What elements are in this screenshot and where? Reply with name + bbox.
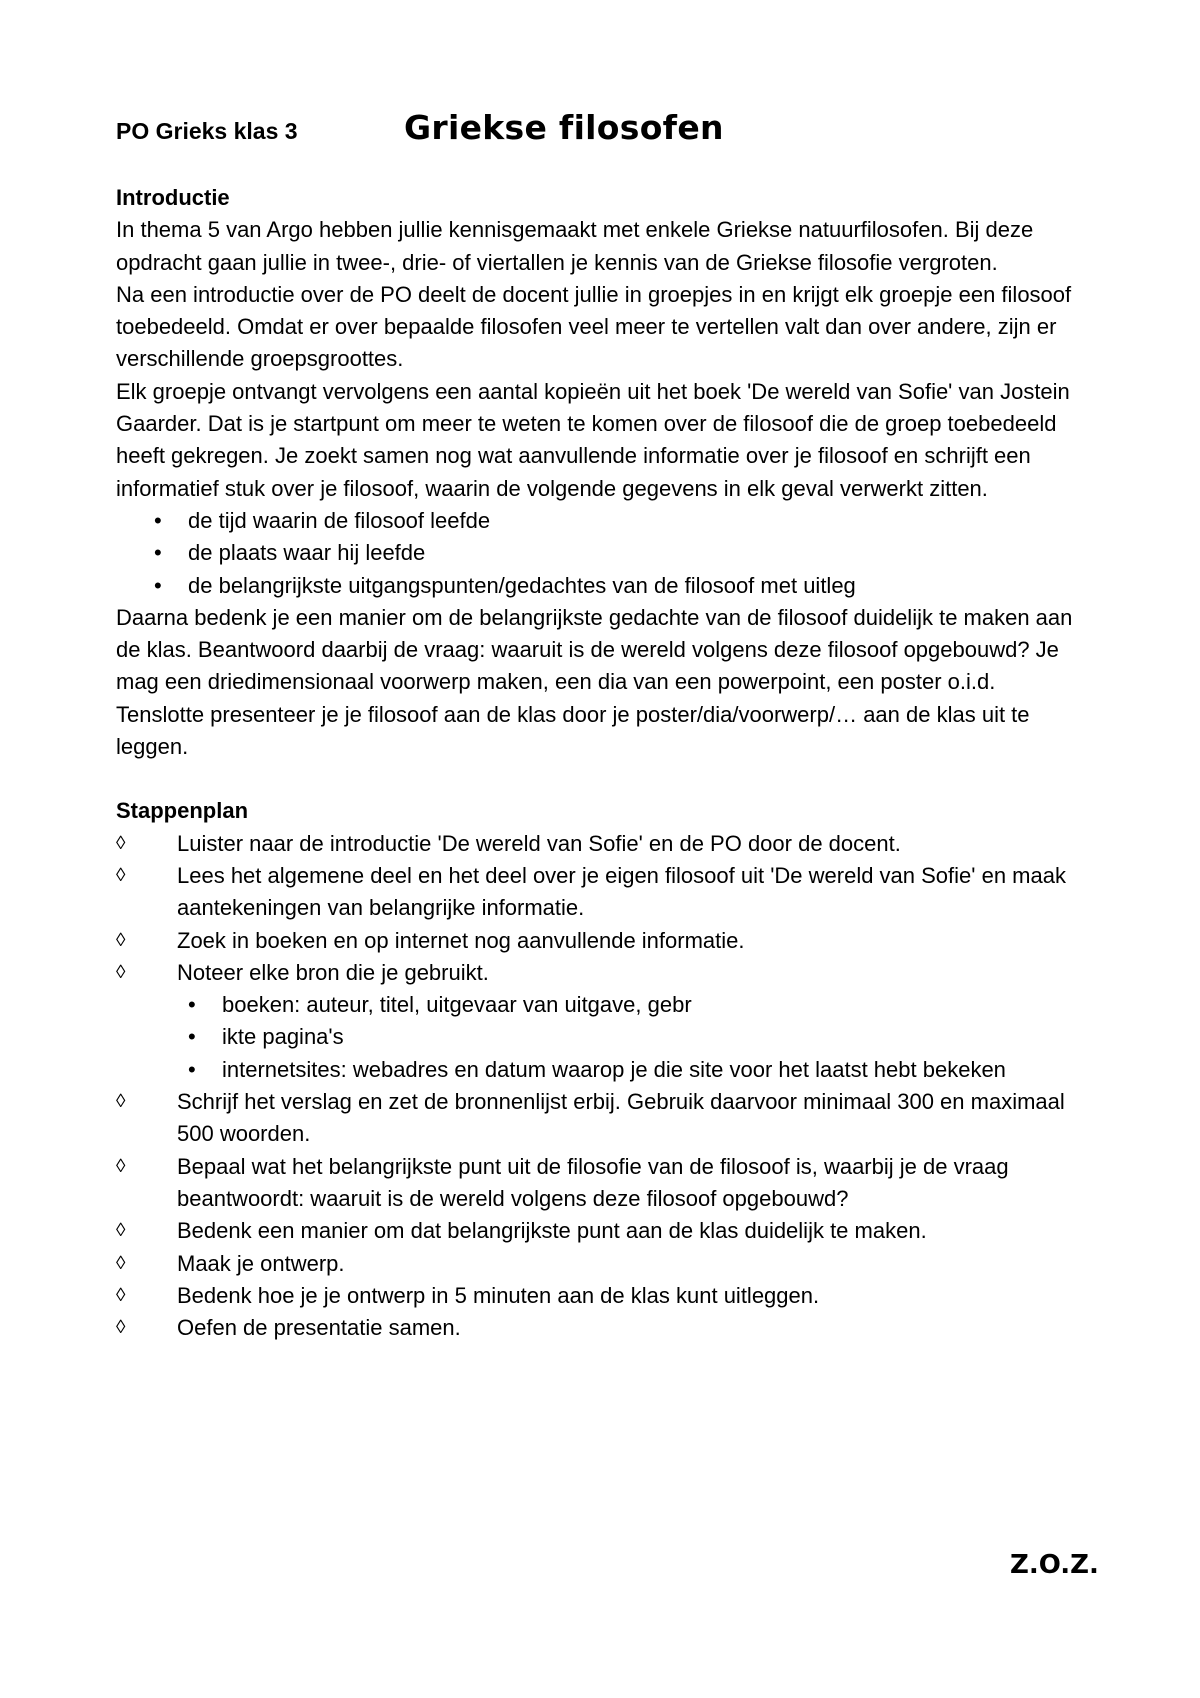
list-item-text: de tijd waarin de filosoof leefde [188, 507, 491, 533]
bullet-icon: • [154, 572, 162, 598]
step-item [116, 957, 1096, 989]
bullet-icon: • [154, 540, 162, 566]
step-text: Lees het algemene deel en het deel over je eigen filosoof uit 'De wereld van Sofie' en maak aantekeningen van belangrijke informatie. [177, 862, 1066, 921]
step-item [116, 1312, 1096, 1344]
turn-over-note: Z.O.Z. [1010, 1550, 1099, 1580]
intro-paragraph: Tenslotte presenteer je je filosoof aan de klas door je poster/dia/voorwerp/… aan de klas uit te leggen. [116, 701, 1030, 760]
list-item-text: boeken: auteur, titel, uitgevaar van uitgave, gebr [222, 992, 692, 1018]
step-text: Schrijf het verslag en zet de bronnenlijst erbij. Gebruik daarvoor minimaal 300 en maximaal 500 woorden. [177, 1089, 1065, 1147]
section-spacer [116, 763, 1096, 795]
steps-section [116, 795, 1096, 1344]
list-item-text: internetsites: webadres en datum waarop je die site voor het laatst hebt bekeken [222, 1056, 1006, 1082]
introduction-heading: Introductie [116, 185, 230, 210]
step-text: Bedenk een manier om dat belangrijkste punt aan de klas duidelijk te maken. [177, 1218, 927, 1244]
diamond-icon: ◊ [116, 1317, 126, 1339]
step-text: Maak je ontwerp. [177, 1250, 345, 1276]
diamond-icon: ◊ [116, 929, 126, 951]
diamond-icon: ◊ [116, 1252, 126, 1274]
intro-paragraph: Elk groepje ontvangt vervolgens een aantal kopieën uit het boek 'De wereld van Sofie' van Jostein Gaarder. Dat is je startpunt om meer te weten te komen over de filosoof die de groep toebedeeld heeft gekregen. Je zoekt samen nog wat aanvullende informatie over je filosoof en schrijft een informatief stuk over je filosoof, waarin de volgende gegevens in elk geval verwerkt zitten. [116, 378, 1070, 501]
bullet-icon: • [154, 507, 162, 533]
steps-heading: Stappenplan [116, 798, 249, 824]
document-title: Griekse filosofen [404, 108, 724, 147]
diamond-icon: ◊ [116, 864, 126, 886]
step-item [116, 1215, 1096, 1247]
list-item [188, 989, 1096, 1021]
list-item [188, 1021, 1096, 1053]
bullet-icon: • [188, 992, 196, 1018]
step-text: Luister naar de introductie 'De wereld van Sofie' en de PO door de docent. [177, 830, 901, 856]
step-item [116, 1280, 1096, 1312]
step-item [116, 1086, 1096, 1151]
title-row [116, 108, 1096, 162]
step-item [116, 828, 1096, 860]
step-text: Zoek in boeken en op internet nog aanvullende informatie. [177, 927, 745, 953]
list-item [152, 570, 1096, 602]
introduction-section [116, 182, 1096, 763]
diamond-icon: ◊ [116, 1284, 126, 1306]
intro-paragraph: In thema 5 van Argo hebben jullie kennisgemaakt met enkele Griekse natuurfilosofen. Bij deze opdracht gaan jullie in twee-, drie- of viertallen je kennis van de Griekse filosofie vergroten. [116, 217, 1034, 275]
diamond-icon: ◊ [116, 1155, 126, 1177]
intro-paragraph: Daarna bedenk je een manier om de belangrijkste gedachte van de filosoof duidelijk te maken aan de klas. Beantwoord daarbij de vraag: waaruit is de wereld volgens deze filosoof opgebouwd? Je mag een driedimensionaal voorwerp maken, een dia van een powerpoint, een poster o.i.d. [116, 604, 1073, 695]
list-item-text: de plaats waar hij leefde [188, 540, 426, 566]
source-bullet-list [116, 989, 1096, 1086]
list-item [152, 505, 1096, 537]
step-text: Noteer elke bron die je gebruikt. [177, 959, 489, 985]
step-text: Bepaal wat het belangrijkste punt uit de filosofie van de filosoof is, waarbij je de vraag beantwoordt: waaruit is de wereld volgens deze filosoof opgebouwd? [177, 1153, 1009, 1211]
list-item-text: ikte pagina's [222, 1024, 344, 1050]
intro-bullet-list [116, 505, 1096, 602]
steps-list [116, 828, 1096, 1345]
list-item [152, 537, 1096, 569]
step-text: Oefen de presentatie samen. [177, 1315, 461, 1341]
step-item [116, 1151, 1096, 1216]
step-item [116, 925, 1096, 957]
step-item [116, 1248, 1096, 1280]
diamond-icon: ◊ [116, 832, 126, 854]
step-item [116, 860, 1096, 925]
diamond-icon: ◊ [116, 1220, 126, 1242]
step-text: Bedenk hoe je je ontwerp in 5 minuten aan de klas kunt uitleggen. [177, 1282, 820, 1308]
diamond-icon: ◊ [116, 961, 126, 983]
list-item [188, 1054, 1096, 1086]
list-item-text: de belangrijkste uitgangspunten/gedachtes van de filosoof met uitleg [188, 572, 856, 598]
bullet-icon: • [188, 1056, 196, 1082]
diamond-icon: ◊ [116, 1091, 126, 1113]
document-subject: PO Grieks klas 3 [116, 118, 298, 144]
bullet-icon: • [188, 1024, 196, 1050]
document-page [116, 108, 1096, 1344]
intro-paragraph: Na een introductie over de PO deelt de docent jullie in groepjes in en krijgt elk groepje een filosoof toebedeeld. Omdat er over bepaalde filosofen veel meer te vertellen valt dan over andere, zijn er verschillende groepsgroottes. [116, 281, 1072, 372]
